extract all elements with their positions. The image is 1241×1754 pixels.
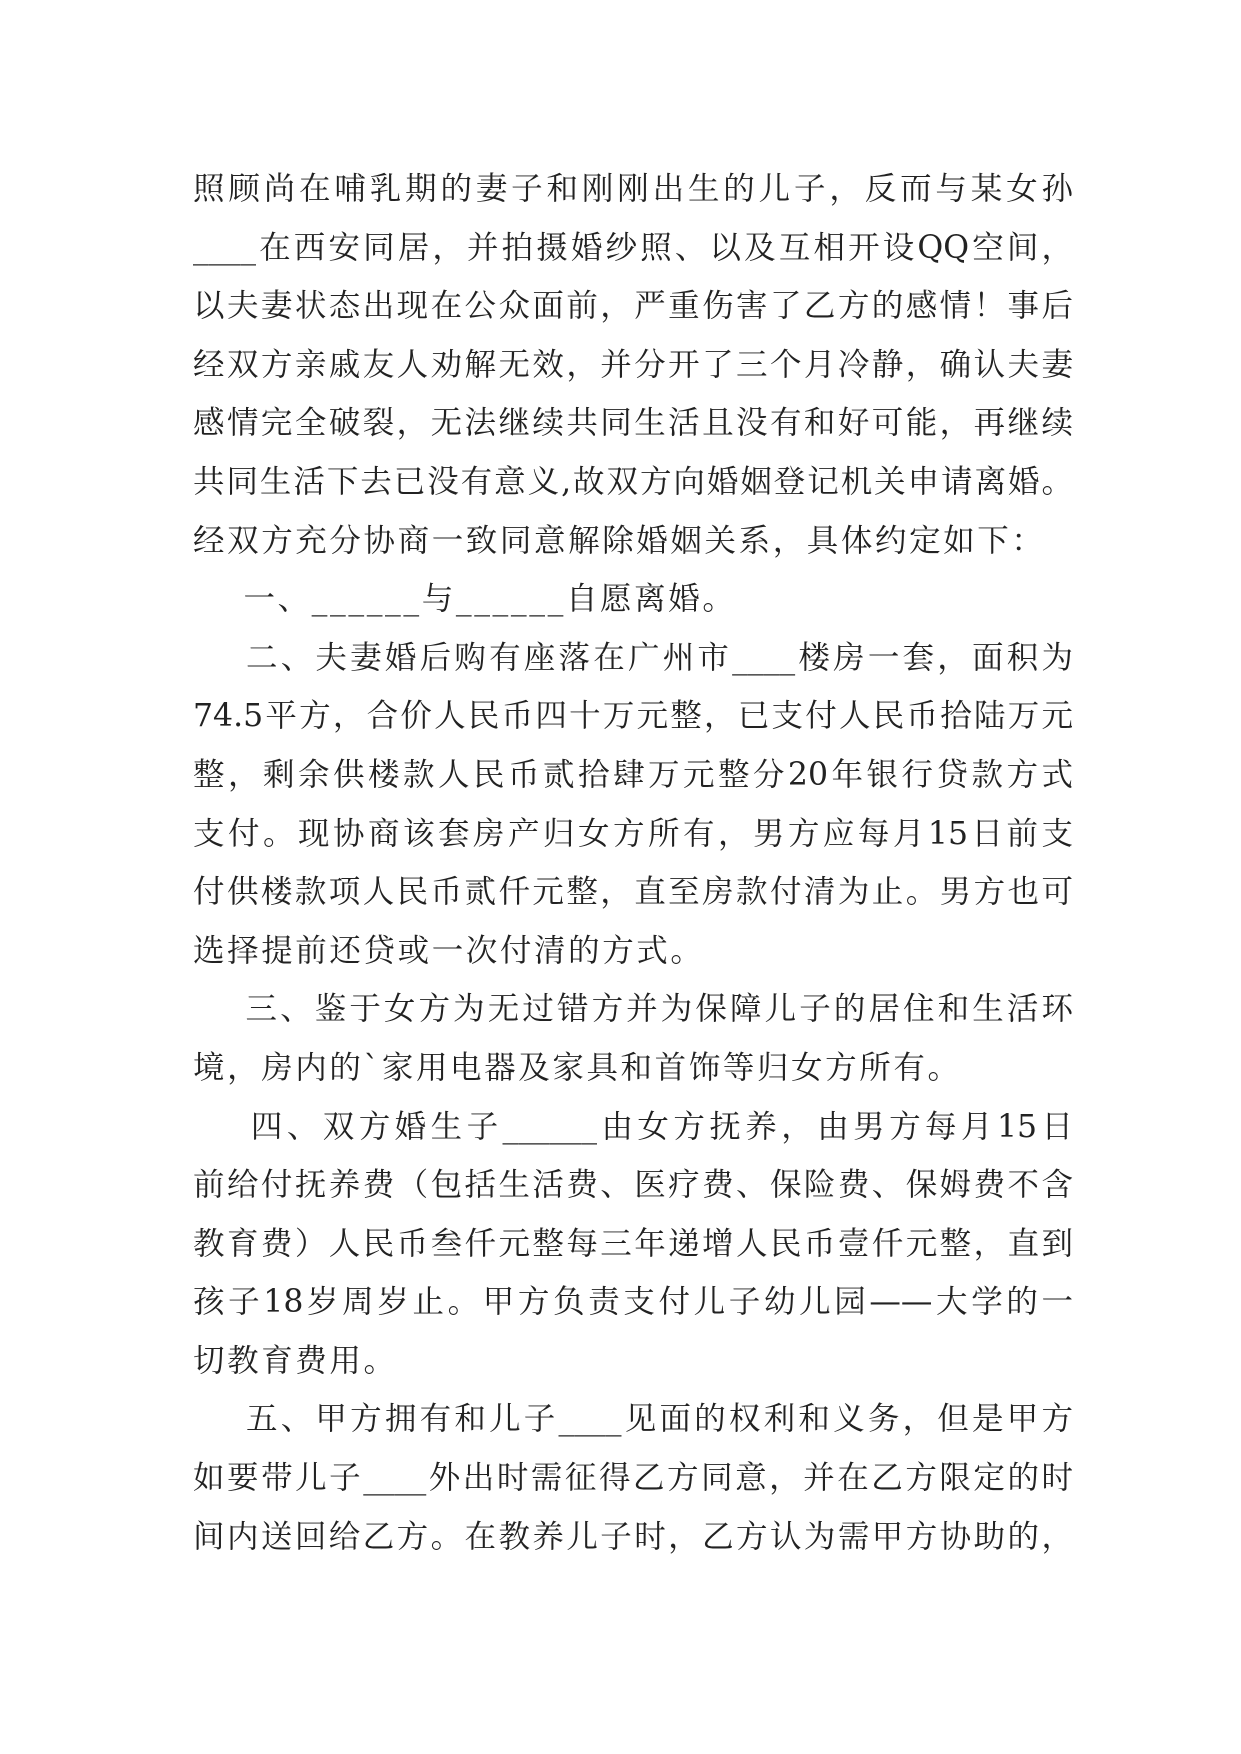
agreement-text (193, 160, 1073, 1566)
text-line: 以夫妻状态出现在公众面前，严重伤害了乙方的感情！事后 (193, 288, 1073, 325)
text-line: 照顾尚在哺乳期的妻子和刚刚出生的儿子，反而与某女孙 (193, 171, 1073, 207)
text-line: ____在西安同居，并拍摄婚纱照、以及互相开设QQ空间， (193, 229, 1073, 266)
text-line: 付供楼款项人民币贰仟元整，直至房款付清为止。男方也可 (193, 874, 1073, 911)
text-line: 整，剩余供楼款人民币贰拾肆万元整分20年银行贷款方式 (193, 756, 1073, 793)
text-line: 支付。现协商该套房产归女方所有，男方应每月15日前支 (193, 815, 1073, 852)
clause-5: 五、甲方拥有和儿子____见面的权利和义务，但是甲方 (193, 1401, 1073, 1438)
clause-4: 四、双方婚生子______由女方抚养，由男方每月15日 (193, 1108, 1073, 1145)
text-line: 74.5平方，合价人民币四十万元整，已支付人民币拾陆万元 (193, 698, 1073, 735)
clause-1: 一、______与______自愿离婚。 (193, 581, 737, 618)
text-line: 境，房内的`家用电器及家具和首饰等归女方所有。 (193, 1049, 962, 1086)
text-line: 教育费）人民币叁仟元整每三年递增人民币壹仟元整，直到 (193, 1225, 1073, 1262)
clause-2: 二、夫妻婚后购有座落在广州市____楼房一套，面积为 (193, 639, 1073, 676)
text-line: 切教育费用。 (193, 1342, 398, 1379)
text-line: 选择提前还贷或一次付清的方式。 (193, 932, 705, 969)
text-line: 如要带儿子____外出时需征得乙方同意，并在乙方限定的时 (193, 1460, 1073, 1497)
text-line: 共同生活下去已没有意义,故双方向婚姻登记机关申请离婚。 (193, 463, 1073, 500)
clause-3: 三、鉴于女方为无过错方并为保障儿子的居住和生活环 (193, 991, 1073, 1028)
text-line: 经双方亲戚友人劝解无效，并分开了三个月冷静，确认夫妻 (193, 346, 1073, 383)
text-line: 前给付抚养费（包括生活费、医疗费、保险费、保姆费不含 (193, 1167, 1073, 1204)
text-line: 经双方充分协商一致同意解除婚姻关系，具体约定如下： (193, 522, 1046, 559)
text-line: 感情完全破裂，无法继续共同生活且没有和好可能，再继续 (193, 405, 1073, 442)
text-line: 间内送回给乙方。在教养儿子时，乙方认为需甲方协助的， (193, 1518, 1073, 1555)
text-line: 孩子18岁周岁止。甲方负责支付儿子幼儿园——大学的一 (193, 1284, 1073, 1321)
